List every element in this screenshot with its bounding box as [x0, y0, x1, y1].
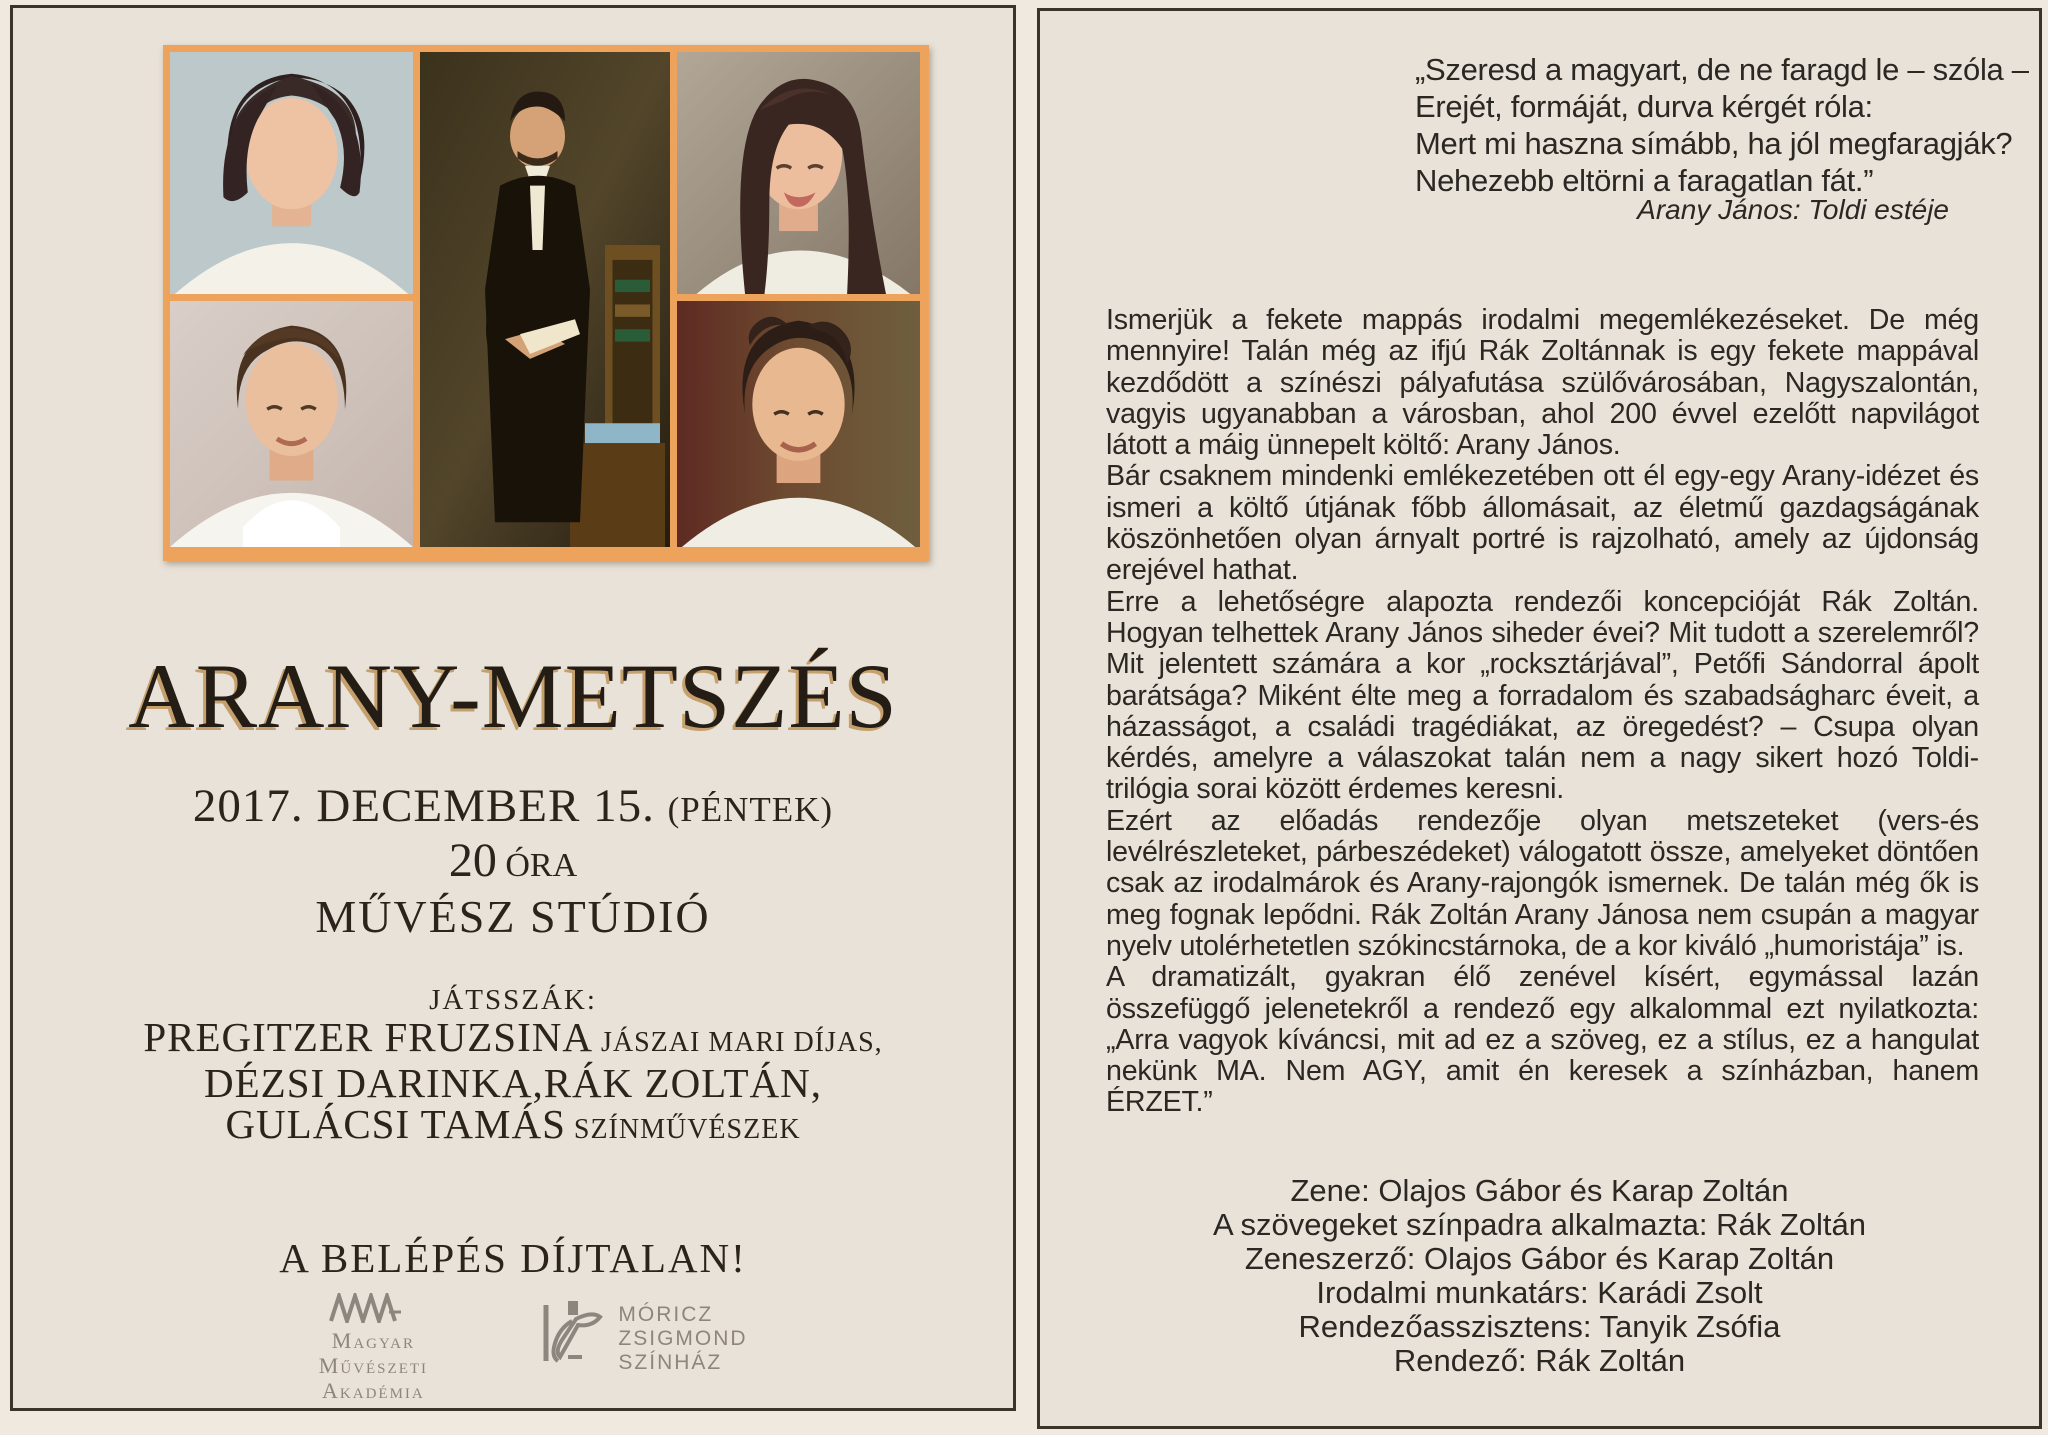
portrait-photo-icon — [170, 301, 413, 547]
credit-line-adaptation: A szövegeket színpadra alkalmazta: Rák Zoltán — [1212, 1207, 1867, 1242]
synopsis-paragraph-1: Ismerjük a fekete mappás irodalmi megemlékezéseket. De még mennyire! Talán még az ifjú Rák Zoltánnak is egy fekete mappával kezdődött a színészi pályafutása szülővárosában, Nagyszalontán, vagyis ugyanabban a városban, ahol 200 évvel ezelőtt napvilágot látott a máig ünnepelt költő: Arany János. — [1106, 304, 1979, 462]
date-line — [13, 780, 1013, 836]
show-title: ARANY-METSZÉS — [128, 645, 898, 747]
synopsis-paragraph-2: Bár csaknem mindenki emlékezetében ott él egy-egy Arany-idézet és ismeri a költő útjának főbb állomásait, az életmű gazdagságának köszönhetően olyan árnyalt portré is rajzolható, amely az újdonság erejével hathat. — [1106, 460, 1979, 587]
cast-name: GULÁCSI TAMÁS — [225, 1101, 566, 1147]
credit-line-literary: Irodalmi munkatárs: Karádi Zsolt — [1316, 1275, 1763, 1310]
dancer-icon — [538, 1299, 604, 1383]
epigraph-line-3: Mert mi haszna símább, ha jól megfaragják? — [1415, 126, 2013, 161]
theater-line-1: MÓRICZ — [618, 1303, 714, 1326]
cast-block — [13, 983, 1013, 1150]
portrait-arany-janos-painting — [420, 52, 670, 547]
time-number: 20 — [448, 834, 497, 887]
time-unit: ÓRA — [505, 847, 578, 884]
cast-line-1 — [13, 1014, 1013, 1063]
mma-line-3: Akadémia — [322, 1378, 425, 1403]
theater-line-3: SZÍNHÁZ — [618, 1351, 723, 1374]
portrait-photo-icon — [170, 52, 413, 294]
weekday-text: (PÉNTEK) — [667, 790, 834, 829]
epigraph-line-1: „Szeresd a magyart, de ne faragd le – szóla – — [1415, 52, 2029, 87]
epigraph-line-2: Erejét, formáját, durva kérgét róla: — [1415, 89, 1873, 124]
synopsis-paragraph-4: Ezért az előadás rendezője olyan metszeteket (vers-és levélrészleteket, párbeszédeket) válogatott össze, amelyeket döntően csak az irodalmárok és Arany-rajongók ismernek. De talán még ők is meg fognak lepődni. Rák Zoltán Arany Jánosa nem csupán a magyar nyelv utolérhetetlen szókincstárnoka, de a kor kiváló „humoristája” is. — [1106, 804, 1979, 962]
logo-row — [13, 1293, 1013, 1403]
date-block — [13, 780, 1013, 943]
theater-name — [618, 1303, 747, 1375]
credit-line-assistant: Rendezőasszisztens: Tanyik Zsófia — [1298, 1309, 1781, 1344]
portrait-photo-icon — [677, 52, 920, 294]
mma-line-1: Magyar — [331, 1328, 416, 1353]
synopsis-paragraph-5: A dramatizált, gyakran élő zenével kísért, egymással lazán összefüggő jelenetekről a rendező egy alkalommal ezt nyilatkozta: „Arra vagyok kíváncsi, mit ad ez a szöveg, ez a stílus, ez a hangulat nekünk MA. Nem AGY, amit én keresek a színházban, hanem ÉRZET.” — [1106, 961, 1979, 1119]
mma-line-2: Művészeti — [318, 1353, 429, 1378]
right-page — [1037, 8, 2042, 1429]
date-text: 2017. DECEMBER 15. — [192, 780, 655, 832]
credits-block — [1040, 1174, 2039, 1378]
painting-icon — [420, 52, 670, 547]
credit-line-composer: Zeneszerző: Olajos Gábor és Karap Zoltán — [1244, 1241, 1835, 1276]
cast-award: JÁSZAI MARI DÍJAS, — [592, 1027, 883, 1058]
cast-role-label: SZÍNMŰVÉSZEK — [565, 1114, 801, 1145]
epigraph-line-4: Nehezebb eltörni a faragatlan fát.” — [1415, 163, 1874, 198]
portrait-photo-icon — [677, 301, 920, 547]
moricz-zsigmond-theater-logo — [538, 1299, 747, 1383]
portrait-woman-short-dark-hair — [170, 52, 413, 294]
synopsis-paragraph-3: Erre a lehetőségre alapozta rendezői koncepcióját Rák Zoltán. Hogyan telhettek Arany János siheder évei? Mit tudott a szerelemről? Mit jelentett számára a kor „rocksztárjával”, Petőfi Sándorral ápolt barátsága? Miként élte meg a forradalom és szabadságharc éveit, a házasságot, a családi tragédiákat, az öregedést? – Csupa olyan kérdés, amelyre a válaszokat talán nem a nagy sikert hozó Toldi-trilógia sorai között érdemes keresni. — [1106, 585, 1979, 806]
portrait-man-dark-curly-hair — [677, 301, 920, 547]
credit-line-music: Zene: Olajos Gábor és Karap Zoltán — [1290, 1173, 1789, 1208]
mma-academy-logo — [278, 1293, 468, 1403]
admission-note: A BELÉPÉS DÍJTALAN! — [279, 1235, 747, 1281]
theater-line-2: ZSIGMOND — [618, 1327, 748, 1350]
time-line — [13, 836, 1013, 891]
epigraph — [1415, 51, 2029, 199]
portrait-man-brown-hair — [170, 301, 413, 547]
credit-line-director: Rendező: Rák Zoltán — [1393, 1343, 1686, 1378]
mma-monogram-icon — [327, 1293, 419, 1323]
cast-heading: JÁTSSZÁK: — [429, 984, 597, 1016]
venue-line: MŰVÉSZ STÚDIÓ — [315, 891, 711, 942]
cast-line-2: DÉZSI DARINKA,RÁK ZOLTÁN, — [204, 1060, 822, 1106]
photo-collage — [163, 45, 929, 561]
portrait-woman-long-dark-hair — [677, 52, 920, 294]
cast-line-3 — [13, 1101, 1013, 1150]
cast-name: PREGITZER FRUZSINA — [143, 1014, 593, 1060]
epigraph-attribution: Arany János: Toldi estéje — [1637, 194, 1949, 225]
left-page — [10, 5, 1016, 1411]
synopsis — [1106, 305, 1979, 1119]
